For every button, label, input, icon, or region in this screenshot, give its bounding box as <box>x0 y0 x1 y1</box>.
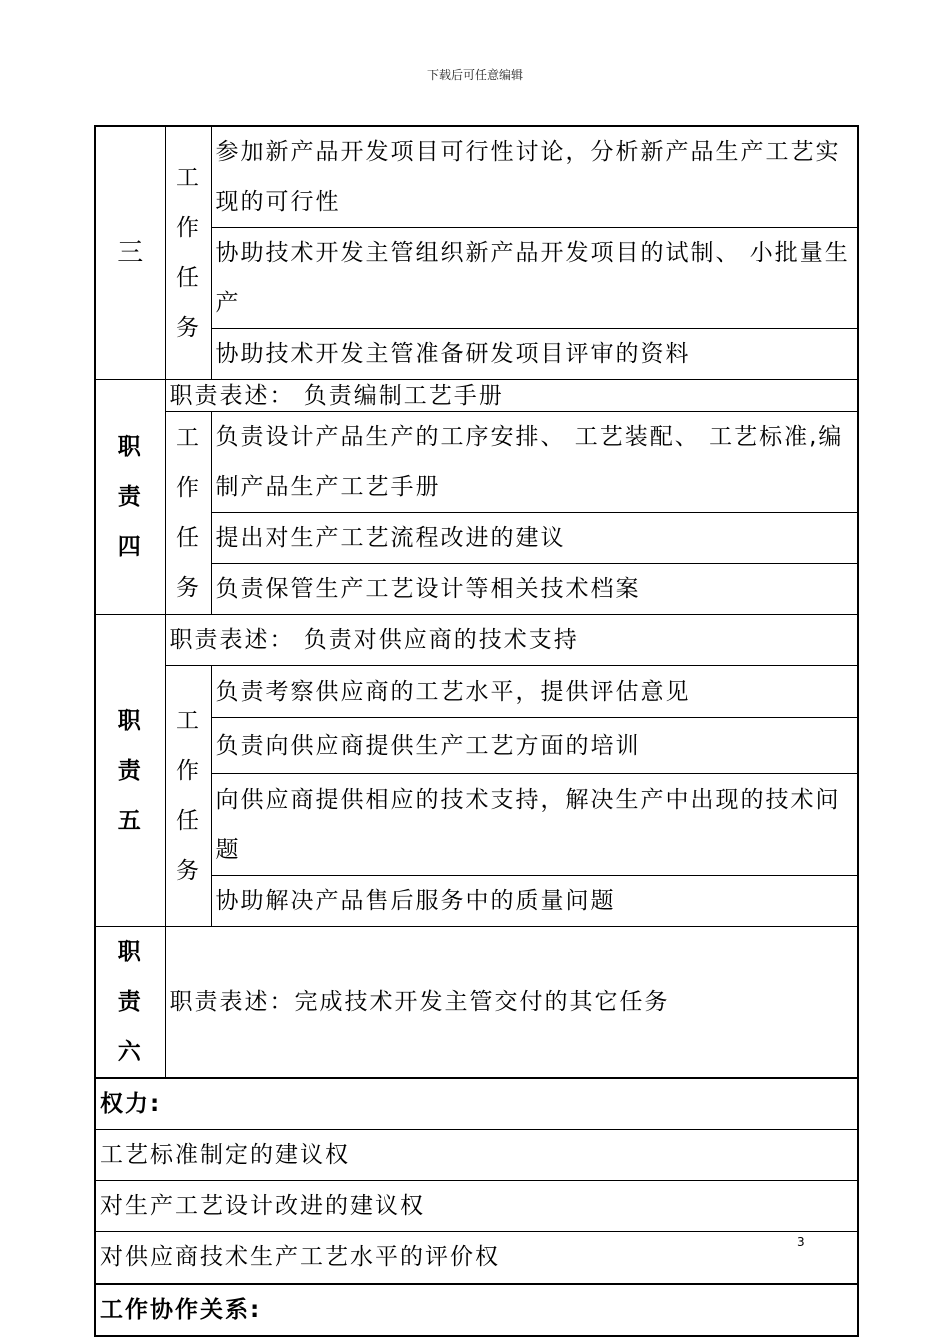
duty4-label: 职责四 <box>95 380 165 615</box>
power-row-1 <box>95 1130 858 1181</box>
power-item-3: 对供应商技术生产工艺水平的评价权 <box>95 1232 858 1284</box>
duty5-task-1: 负责考察供应商的工艺水平，提供评估意见 <box>211 666 858 718</box>
power-item-2: 对生产工艺设计改进的建议权 <box>95 1181 858 1232</box>
power-item-1: 工艺标准制定的建议权 <box>95 1130 858 1181</box>
duty4-description: 职责表述： 负责编制工艺手册 <box>165 380 858 412</box>
duty3-task-3: 协助技术开发主管准备研发项目评审的资料 <box>211 329 858 380</box>
header-note: 下载后可任意编辑 <box>426 68 523 82</box>
powers-heading-row <box>95 1078 858 1130</box>
page-number: 3 <box>797 1235 805 1249</box>
duty3-task-2: 协助技术开发主管组织新产品开发项目的试制、 小批量生产 <box>211 228 858 329</box>
duty4-description-row <box>95 380 858 412</box>
duty5-task-3: 向供应商提供相应的技术支持，解决生产中出现的技术问题 <box>211 774 858 876</box>
duty3-task-row-1 <box>95 126 858 228</box>
duty5-task-4: 协助解决产品售后服务中的质量问题 <box>211 876 858 927</box>
relations-heading: 工作协作关系: <box>95 1284 858 1336</box>
power-row-3 <box>95 1232 858 1284</box>
duty3-label: 三 <box>95 126 165 380</box>
power-row-2 <box>95 1181 858 1232</box>
duty4-task-row-1 <box>95 412 858 513</box>
duty4-task-2: 提出对生产工艺流程改进的建议 <box>211 513 858 564</box>
duty3-sub-label: 工作任务 <box>165 126 211 380</box>
duty5-task-row-1 <box>95 666 858 718</box>
duty5-task-2: 负责向供应商提供生产工艺方面的培训 <box>211 718 858 774</box>
duty6-label: 职责六 <box>95 927 165 1079</box>
duty4-task-3: 负责保管生产工艺设计等相关技术档案 <box>211 564 858 615</box>
duty5-description: 职责表述： 负责对供应商的技术支持 <box>165 615 858 666</box>
duty4-task-1: 负责设计产品生产的工序安排、 工艺装配、 工艺标准,编制产品生产工艺手册 <box>211 412 858 513</box>
duty5-sub-label: 工作任务 <box>165 666 211 927</box>
relations-heading-row <box>95 1284 858 1336</box>
job-duty-table <box>94 125 859 1337</box>
powers-heading: 权力: <box>95 1078 858 1130</box>
duty6-row <box>95 927 858 1079</box>
duty4-sub-label: 工作任务 <box>165 412 211 615</box>
duty5-label: 职责五 <box>95 615 165 927</box>
duty3-task-1: 参加新产品开发项目可行性讨论，分析新产品生产工艺实现的可行性 <box>211 126 858 228</box>
duty5-description-row <box>95 615 858 666</box>
duty6-description: 职责表述：完成技术开发主管交付的其它任务 <box>165 927 858 1079</box>
